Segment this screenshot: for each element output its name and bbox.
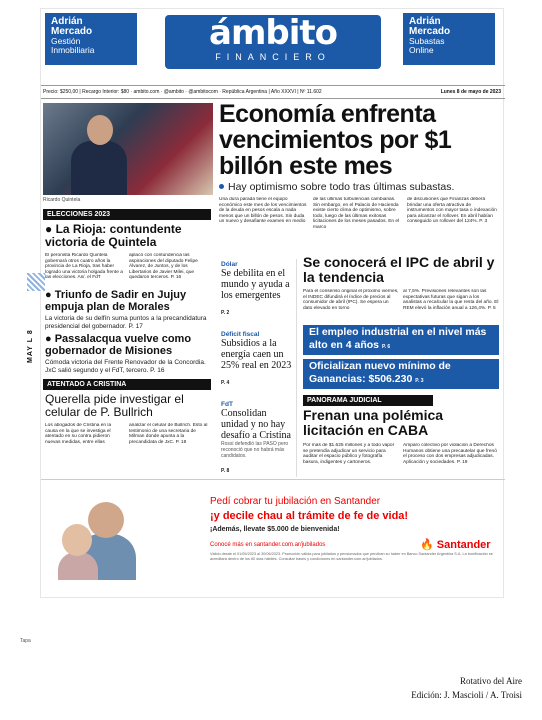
body-ipc-1: Para el consenso original el próximo viernes, el INDEC difundirá el índice de precios al consumidor de abril (IPC). Se espera un dato elevado en torno (303, 289, 399, 311)
right-ad-line4: Online (409, 45, 434, 55)
body-la-rioja-2: aplacó con contundencia las aspiraciones del diputado Felipe Álvarez, de Juntos, y de los Libertarios de Javier Milei, que quedaron terceros. P. 16 (129, 253, 198, 281)
brief-fdt[interactable] (221, 401, 295, 477)
brief-deficit-tag: Déficit fiscal (221, 331, 260, 338)
section-elecciones: ELECCIONES 2023 (43, 209, 211, 220)
left-ad-line4: Inmobiliaria (51, 45, 95, 55)
headline-misiones-text: Passalacqua vuelve como gobernador de Misiones (45, 333, 192, 357)
body-la-rioja-1: El peronista Ricardo Quintela gobernará otros cuatro años la provincia de La Rioja, tras haber logrado una victoria holgada frente a las elecciones. As/. el FdT (45, 253, 123, 281)
section-atentado: ATENTADO A CRISTINA (43, 379, 211, 390)
headline-ipc[interactable]: Se conocerá el IPC de abril y la tendencia (303, 254, 495, 285)
ad-photo-couple (58, 494, 166, 580)
credit-rotativo: Rotativo del Aire (460, 676, 522, 686)
briefs-sidebar (217, 259, 297, 477)
ad-divider (41, 479, 505, 480)
santander-advertisement[interactable] (40, 488, 504, 584)
main-body-col2: de las últimas turbulencias cambiarias. Sin embargo, en el Palacio de Hacienda existe cierto clima de optimismo, sobre todo, luego de las últimas exitosas licitaciones de los meses pasados. En el marco (313, 197, 400, 230)
box-ganancias[interactable] (303, 359, 499, 389)
headline-la-rioja[interactable]: ● La Rioja: contundente victoria de Quintela (45, 222, 182, 249)
body-bullrich-1: Los abogados de Cristina en la causa en la que se investiga el atentado en su contra pidieron nuevas medidas, entre ellas (45, 423, 112, 445)
photo-figure-face (87, 115, 113, 145)
santander-logo (420, 538, 491, 551)
ad-link[interactable]: Conocé más en santander.com.ar/jubilados (210, 542, 326, 548)
body-licitacion-2: Amparo colectivo por violación a Derechos Humanos obtiene una precautelar que frenó el proceso con dos empresas adjudicadas. Aplicación y sociedades. P. 19 (403, 443, 497, 465)
section-panorama-judicial: PANORAMA JUDICIAL (303, 395, 433, 406)
photo-figure-body (71, 141, 127, 195)
brief-dolar-tag: Dólar (221, 261, 238, 268)
body-jujuy: La victoria de su delfín suma puntos a la precandidatura presidencial del gobernador. P. 17 (45, 315, 207, 330)
main-dek: Hay optimismo sobre todo tras últimas subastas. (219, 181, 454, 193)
main-body-col3: de discusiones que Finanzas deberá brindar una oferta atractiva de instrumentos con mayor tasa o indexación para alcanzar el rollover. En abril habían conseguido un rollover del 124%. P. 3 (407, 197, 497, 225)
info-text: Precio: $250,00 | Recargo Interior: $80 · ambito.com · @ambito · @ambitocom · República Argentina | Año XXXVI | Nº 11.602 (43, 89, 322, 95)
info-bar (41, 85, 505, 99)
right-ad-line1: Adrián (409, 16, 441, 27)
ad-figure-woman-body (58, 552, 98, 580)
vertical-date-label: MAY L 8 (27, 329, 34, 363)
box-empleo-page: P. 6 (381, 344, 391, 350)
headline-licitacion[interactable]: Frenan una polémica licitación en CABA (303, 407, 444, 438)
headline-jujuy[interactable]: ● Triunfo de Sadir en Jujuy empuja plan de Morales (45, 289, 187, 313)
brief-fdt-text: Consolidan unidad y no hay desafío a Cristina (221, 408, 291, 441)
brief-fdt-tag: FdT (221, 401, 233, 408)
brief-fdt-page: P. 8 (221, 468, 230, 474)
body-licitacion-1: Por más de $1.625 millones y a todo vapor se pretendía adjudicar un servicio para auditar el espacio público y fotografía basura, indigentes y cartoneros. (303, 443, 395, 465)
decorative-pattern (27, 273, 45, 291)
body-misiones: Cómoda victoria del Frente Renovador de la Concordia. JxC salió segundo y el FdT, tercero. P. 16 (45, 359, 206, 374)
credit-edicion: Edición: J. Mascioli / A. Troisi (411, 690, 522, 700)
brief-dolar-text: Se debilita en el mundo y ayuda a los emergentes (221, 268, 290, 301)
headline-la-rioja-text: La Rioja: contundente victoria de Quintela (45, 222, 182, 249)
box-empleo-text: El empleo industrial en el nivel más alto en 4 años (309, 326, 487, 351)
headline-jujuy-text: Triunfo de Sadir en Jujuy empuja plan de Morales (45, 289, 187, 313)
left-ad-line1: Adrián (51, 16, 83, 27)
ad-figure-man-face (88, 502, 124, 538)
right-ad-line3: Subastas (409, 36, 445, 46)
logo-name: ámbito (209, 13, 337, 53)
box-ganancias-page: P. 3 (415, 378, 424, 384)
main-headline[interactable]: Economía enfrenta vencimientos por $1 billón este mes (219, 100, 452, 180)
headline-bullrich[interactable]: Querella pide investigar el celular de P. Bullrich (45, 392, 184, 419)
ad-line2: ¡y decile chau al trámite de fe de vida! (210, 510, 409, 522)
left-ad-box[interactable] (45, 13, 137, 65)
right-ad-box[interactable] (403, 13, 495, 65)
brief-deficit-page: P. 4 (221, 380, 230, 386)
brief-dolar-page: P. 2 (221, 310, 230, 316)
left-ad-line2: Mercado (51, 26, 93, 37)
front-photo (43, 103, 213, 195)
santander-flame-icon: 🔥 (420, 539, 434, 551)
ad-fine-print: Válido desde el 01/05/2023 al 30/06/2023. Promoción válida para jubilados y pensionados que perciban su haber en Banco Santander Argentina S.A. La bonificación se acreditará dentro de los 60 días hábiles. Consultar bases y condiciones en santander.com.ar/jubilados. (210, 552, 493, 561)
brief-fdt-note: Rossi defendió las PASO pero reconoció que no habrá más candidatos. (221, 441, 289, 459)
ambito-logo (165, 15, 381, 69)
main-body-col1: Una dura parada tiene el equipo económico este mes de los vencimientos de la deuda en pesos escala a nada menos que un billón de pesos. Sin duda un nuevo y desafiante examen en medio (219, 197, 307, 225)
headline-misiones[interactable]: ● Passalacqua vuelve como gobernador de Misiones (45, 333, 192, 357)
page-label: Tapa (20, 638, 31, 644)
brief-dolar[interactable] (221, 261, 295, 319)
body-bullrich-2: analizar el celular de Bullrich. Esto al testimonio de una secretaria de Milman donde apunta a la precandidata de JxC. P. 18 (129, 423, 208, 445)
santander-brand: Santander (436, 539, 491, 551)
masthead (41, 9, 505, 79)
box-empleo-industrial[interactable] (303, 325, 499, 355)
body-ipc-2: al 7,5%. Previsiones relevantes son las expectativas futuras que sigan a los analistas a recalcular la que resta del año. El REM elevó la inflación anual a 126,4%. P. 5 (403, 289, 499, 311)
left-ad-line3: Gestión (51, 36, 81, 46)
ad-line3: ¡Además, llevate $5.000 de bienvenida! (210, 526, 340, 533)
box-ganancias-text: Oficializan nuevo mínimo de Ganancias: $506.230 (309, 360, 451, 385)
right-ad-line2: Mercado (409, 26, 451, 37)
issue-date: Lunes 8 de mayo de 2023 (440, 89, 501, 95)
photo-caption: Ricardo Quintela (43, 197, 81, 203)
ad-line1: Pedí cobrar tu jubilación en Santander (210, 496, 381, 507)
brief-deficit[interactable] (221, 331, 295, 389)
brief-deficit-text: Subsidios a la energía caen un 25% real en 2023 (221, 338, 292, 371)
logo-sub: FINANCIERO (215, 52, 331, 62)
ad-figure-woman-face (62, 524, 92, 556)
